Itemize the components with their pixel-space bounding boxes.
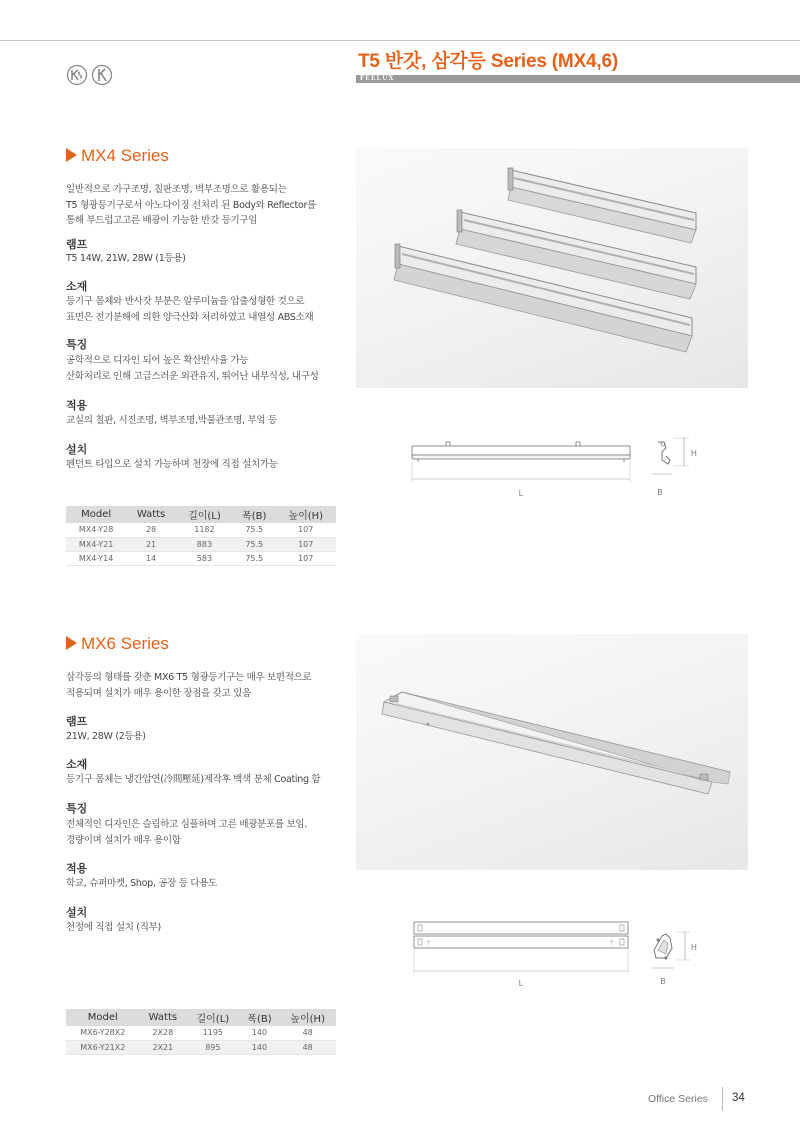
cell-model: MX6-Y21X2: [66, 1040, 140, 1054]
cell-watts: 2X28: [140, 1026, 186, 1040]
mx6-lamp-heading: 램프: [66, 715, 88, 728]
cell-watts: 28: [126, 523, 176, 537]
mx4-spec-table: [66, 506, 336, 566]
mx4-material-heading: 소재: [66, 280, 88, 293]
cell-model: MX6-Y28X2: [66, 1026, 140, 1040]
cell-width: 75.5: [233, 537, 275, 551]
col-width: 폭(B): [240, 1009, 280, 1026]
col-watts: Watts: [140, 1009, 186, 1026]
cell-model: MX4-Y21: [66, 537, 126, 551]
footer-section-name: Office Series: [648, 1093, 708, 1105]
mx4-lamp-text: T5 14W, 21W, 28W (1등용): [66, 253, 186, 264]
table-header-row: [66, 1009, 336, 1026]
mx6-spec-table: [66, 1009, 336, 1055]
col-length: 길이(L): [186, 1009, 239, 1026]
cell-width: 140: [240, 1040, 280, 1054]
mx6-material-text: 등기구 몸체는 냉간압연(冷間壓延)제작후 백색 분체 Coating 함: [66, 774, 321, 785]
mx6-product-photo: [356, 634, 748, 870]
mx6-section-title: MX6 Series: [66, 634, 169, 654]
svg-text:⊤: ⊤: [609, 940, 615, 947]
cell-width: 140: [240, 1026, 280, 1040]
mx6-intro: 삼각등의 형태를 갖춘 MX6 T5 형광등기구는 매우 보편적으로 적용되며 설치가 매우 용이한 장점을 갖고 있음: [66, 672, 312, 699]
cell-width: 75.5: [233, 523, 275, 537]
cell-length: 895: [186, 1040, 239, 1054]
table-row: [66, 551, 336, 565]
cell-width: 75.5: [233, 551, 275, 565]
mx6-apply-text: 학교, 슈퍼마켓, Shop, 공장 등 다용도: [66, 878, 217, 889]
cell-length: 1195: [186, 1026, 239, 1040]
cell-height: 107: [275, 551, 336, 565]
table-row: [66, 1026, 336, 1040]
col-watts: Watts: [126, 506, 176, 523]
ks-cert-icon: [66, 64, 88, 86]
cell-height: 107: [275, 523, 336, 537]
cell-watts: 21: [126, 537, 176, 551]
table-row: [66, 1040, 336, 1054]
mx4-product-photo: [356, 148, 748, 388]
mx4-install-heading: 설치: [66, 443, 88, 456]
kc-cert-icon: [91, 64, 113, 86]
table-header-row: [66, 506, 336, 523]
svg-text:⊤: ⊤: [426, 940, 432, 947]
mx4-install-text: 펜던트 타입으로 설치 가능하며 천장에 직접 설치가능: [66, 459, 278, 470]
table-row: [66, 523, 336, 537]
mx4-intro: 일반적으로 가구조명, 칠판조명, 벽부조명으로 활용되는 T5 형광등기구로서 아노다이징 선처리 된 Body와 Reflector를 통해 부드럽고고른 배광이 가능한 반갓 등기구임: [66, 184, 316, 226]
col-model: Model: [66, 1009, 140, 1026]
mx6-feature-heading: 특징: [66, 802, 88, 815]
mx4-feature-heading: 특징: [66, 338, 88, 351]
mx6-dim-l-label: L: [518, 979, 524, 988]
mx6-feature-text: 전체적인 디자인은 슬림하고 심플하며 고른 배광분포를 보임. 경량이며 설치가 매우 용이함: [66, 819, 307, 846]
cell-length: 583: [176, 551, 233, 565]
header-rule: [0, 40, 800, 41]
mx6-install-heading: 설치: [66, 906, 88, 919]
mx6-install-text: 천정에 직접 설치 (직부): [66, 922, 161, 933]
col-length: 길이(L): [176, 506, 233, 523]
col-model: Model: [66, 506, 126, 523]
mx6-material-heading: 소재: [66, 758, 88, 771]
mx4-dim-l-label: L: [518, 489, 524, 498]
table-row: [66, 537, 336, 551]
mx4-dim-b-label: B: [657, 488, 663, 497]
mx4-lamp-heading: 램프: [66, 238, 88, 251]
mx6-dim-b-label: B: [660, 977, 666, 986]
cell-height: 107: [275, 537, 336, 551]
cell-length: 1182: [176, 523, 233, 537]
mx6-dimension-diagram: [404, 914, 724, 990]
cell-watts: 2X21: [140, 1040, 186, 1054]
cell-watts: 14: [126, 551, 176, 565]
brand-bar: [356, 75, 800, 83]
cell-model: MX4-Y28: [66, 523, 126, 537]
brand-name: FEELUX: [360, 74, 395, 82]
mx4-feature-text: 공학적으로 디자인 되어 높은 확산반사율 가능 산화처리로 인해 고급스러운 외관유지, 뛰어난 내부식성, 내구성: [66, 355, 319, 382]
col-height: 높이(H): [279, 1009, 336, 1026]
mx4-section-title: MX4 Series: [66, 146, 169, 166]
cell-height: 48: [279, 1040, 336, 1054]
cell-length: 883: [176, 537, 233, 551]
page-title: T5 반갓, 삼각등 Series (MX4,6): [358, 51, 618, 72]
triangle-bullet-icon: [66, 148, 77, 162]
mx4-apply-heading: 적용: [66, 399, 88, 412]
col-height: 높이(H): [275, 506, 336, 523]
mx6-apply-heading: 적용: [66, 862, 88, 875]
mx4-dim-h-label: H: [691, 449, 697, 458]
footer-divider: [722, 1087, 723, 1111]
mx6-dim-h-label: H: [691, 943, 697, 952]
mx4-material-text: 등기구 몸체와 반사갓 부분은 알루미늄을 압출성형한 것으로 표면은 전기분해에 의한 양극산화 처리하였고 내열성 ABS소재: [66, 296, 314, 323]
col-width: 폭(B): [233, 506, 275, 523]
mx4-dimension-diagram: [404, 434, 724, 502]
page-number: 34: [732, 1092, 745, 1104]
triangle-bullet-icon: [66, 636, 77, 650]
cell-model: MX4-Y14: [66, 551, 126, 565]
mx6-lamp-text: 21W, 28W (2등용): [66, 731, 146, 742]
cell-height: 48: [279, 1026, 336, 1040]
mx4-apply-text: 교실의 칠판, 시진조명, 벽부조명,박물관조명, 부엌 등: [66, 415, 277, 426]
